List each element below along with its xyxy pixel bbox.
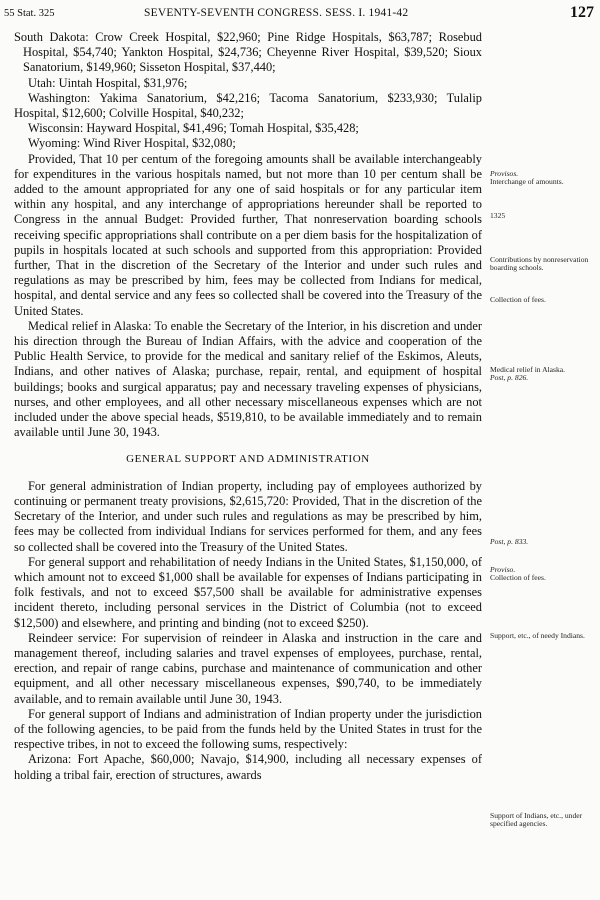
margin-note-collection-fees (490, 296, 594, 304)
margin-note-contributions (490, 256, 594, 273)
section-heading: GENERAL SUPPORT AND ADMINISTRATION (126, 453, 370, 466)
margin-note-proviso-fees-text: Collection of fees. (490, 573, 546, 583)
page-header (4, 4, 596, 26)
margin-note-post-833 (490, 538, 594, 546)
paragraph-medical-relief-alaska: Medical relief in Alaska: To enable the Secretary of the Interior, in his discretion and under his direction through the Bureau of Indian Affairs, with the advice and cooperation of the Public Health Service, to provide for the medical and sanitary relief of the Eskimos, Aleuts, Indians, and other natives of Alaska; purchase, repair, rental, and equipment of hospital buildings; books and surgical apparatus; pay and necessary traveling expenses of physicians, nurses, and other employees, and all other necessary miscellaneous expenses which are not included under the above special heads, $519,810, to be available immediately and to remain available until June 30, 1943. (14, 318, 482, 440)
statute-reference: 55 Stat. 325 (4, 8, 55, 19)
margin-note-proviso-title: Proviso. (490, 565, 516, 574)
margin-note-post-833-text: Post, p. 833. (490, 537, 529, 546)
paragraph-needy-indians: For general support and rehabilitation of needy Indians in the United States, $1,150,000, of which amount not to exceed $1,000 shall be available for expenses of Indians participating in folk festivals, and not to exceed $57,500 shall be available for administrative expenses incident thereto, including personal services in the District of Columbia (not to exceed $12,500) and elsewhere, and printing and binding (not to exceed $250). (14, 554, 482, 630)
margin-note-medical-relief-text: Medical relief in Alaska. (490, 365, 566, 374)
running-head: SEVENTY-SEVENTH CONGRESS. SESS. I. 1941-42 (144, 7, 409, 19)
paragraph-utah: Utah: Uintah Hospital, $31,976; (28, 75, 188, 90)
page-number: 127 (570, 4, 594, 21)
margin-note-needy-indians (490, 632, 594, 640)
margin-note-specified-agencies-text: Support of Indians, etc., under specified agencies. (490, 811, 583, 829)
paragraph-agencies-support: For general support of Indians and administration of Indian property under the jurisdiction of the following agencies, to be paid from the funds held by the United States in trust for the respective tribes, in not to exceed the following sums, respectively: (14, 706, 482, 752)
margin-note-interchange: Interchange of amounts. (490, 177, 564, 187)
margin-note-page-ref (490, 212, 594, 220)
margin-note-medical-relief (490, 366, 594, 383)
margin-note-contributions-text: Contributions by nonreservation boarding schools. (490, 255, 589, 273)
margin-note-needy-indians-text: Support, etc., of needy Indians. (490, 631, 585, 640)
margin-note-specified-agencies (490, 812, 594, 829)
paragraph-general-administration: For general administration of Indian property, including pay of employees authorized by continuing or permanent treaty provisions, $2,615,720: Provided, That in the discretion of the Secretary of the Interior, and under such rules and regulations as may be prescribed by him, fees may be collected from individual Indians for services performed for them, and any fees so collected shall be covered into the Treasury of the United States. (14, 478, 482, 554)
margin-note-provisos-title: Provisos. (490, 169, 519, 178)
paragraph-provisos: Provided, That 10 per centum of the foregoing amounts shall be available interchangeably for expenditures in the various hospitals named, but not more than 10 per centum shall be added to the amount appropriated for any one of said hospitals or for any particular item within any hospital, and any interchange of appropriations hereunder shall be reported to Congress in the annual Budget: Provided further, That nonreservation boarding schools receiving specific appropriations shall contribute on a per diem basis for the hospitalization of pupils in hospitals located at such schools and supported from this appropriation: Provided further, That in the discretion of the Secretary of the Interior and under such rules and regulations as may be prescribed by him, fees may be collected from Indians for medical, hospital, and dental service and any fees so collected shall be covered into the Treasury of the United States. (14, 151, 482, 318)
margin-note-provisos (490, 170, 594, 187)
paragraph-reindeer-service: Reindeer service: For supervision of reindeer in Alaska and instruction in the care and management thereof, including salaries and travel expenses of employees, purchase, rental, erection, and repair of range cabins, purchase and maintenance of communication and other equipment, and all other necessary miscellaneous expenses, $90,740, to be immediately available, and to remain available until June 30, 1943. (14, 630, 482, 706)
paragraph-south-dakota: South Dakota: Crow Creek Hospital, $22,960; Pine Ridge Hospitals, $63,787; Rosebud Hospital, $54,740; Yankton Hospital, $24,736; Cheyenne River Hospital, $39,520; Sioux Sanatorium, $149,960; Sisseton Hospital, $37,440; (14, 30, 482, 75)
margin-note-collection-fees-text: Collection of fees. (490, 295, 546, 304)
margin-note-page-ref-text: 1325 (490, 211, 506, 220)
paragraph-arizona: Arizona: Fort Apache, $60,000; Navajo, $14,900, including all necessary expenses of holding a tribal fair, erection of structures, awards (14, 752, 482, 782)
paragraph-wisconsin: Wisconsin: Hayward Hospital, $41,496; Tomah Hospital, $35,428; (28, 121, 359, 136)
paragraph-wyoming: Wyoming: Wind River Hospital, $32,080; (28, 136, 236, 151)
paragraph-washington: Washington: Yakima Sanatorium, $42,216; Tacoma Sanatorium, $233,930; Tulalip Hospital, $12,600; Colville Hospital, $40,232; (14, 90, 482, 121)
margin-note-post-826: Post, p. 826. (490, 373, 529, 383)
main-text-column (14, 30, 482, 783)
margin-note-proviso-fees (490, 566, 594, 583)
